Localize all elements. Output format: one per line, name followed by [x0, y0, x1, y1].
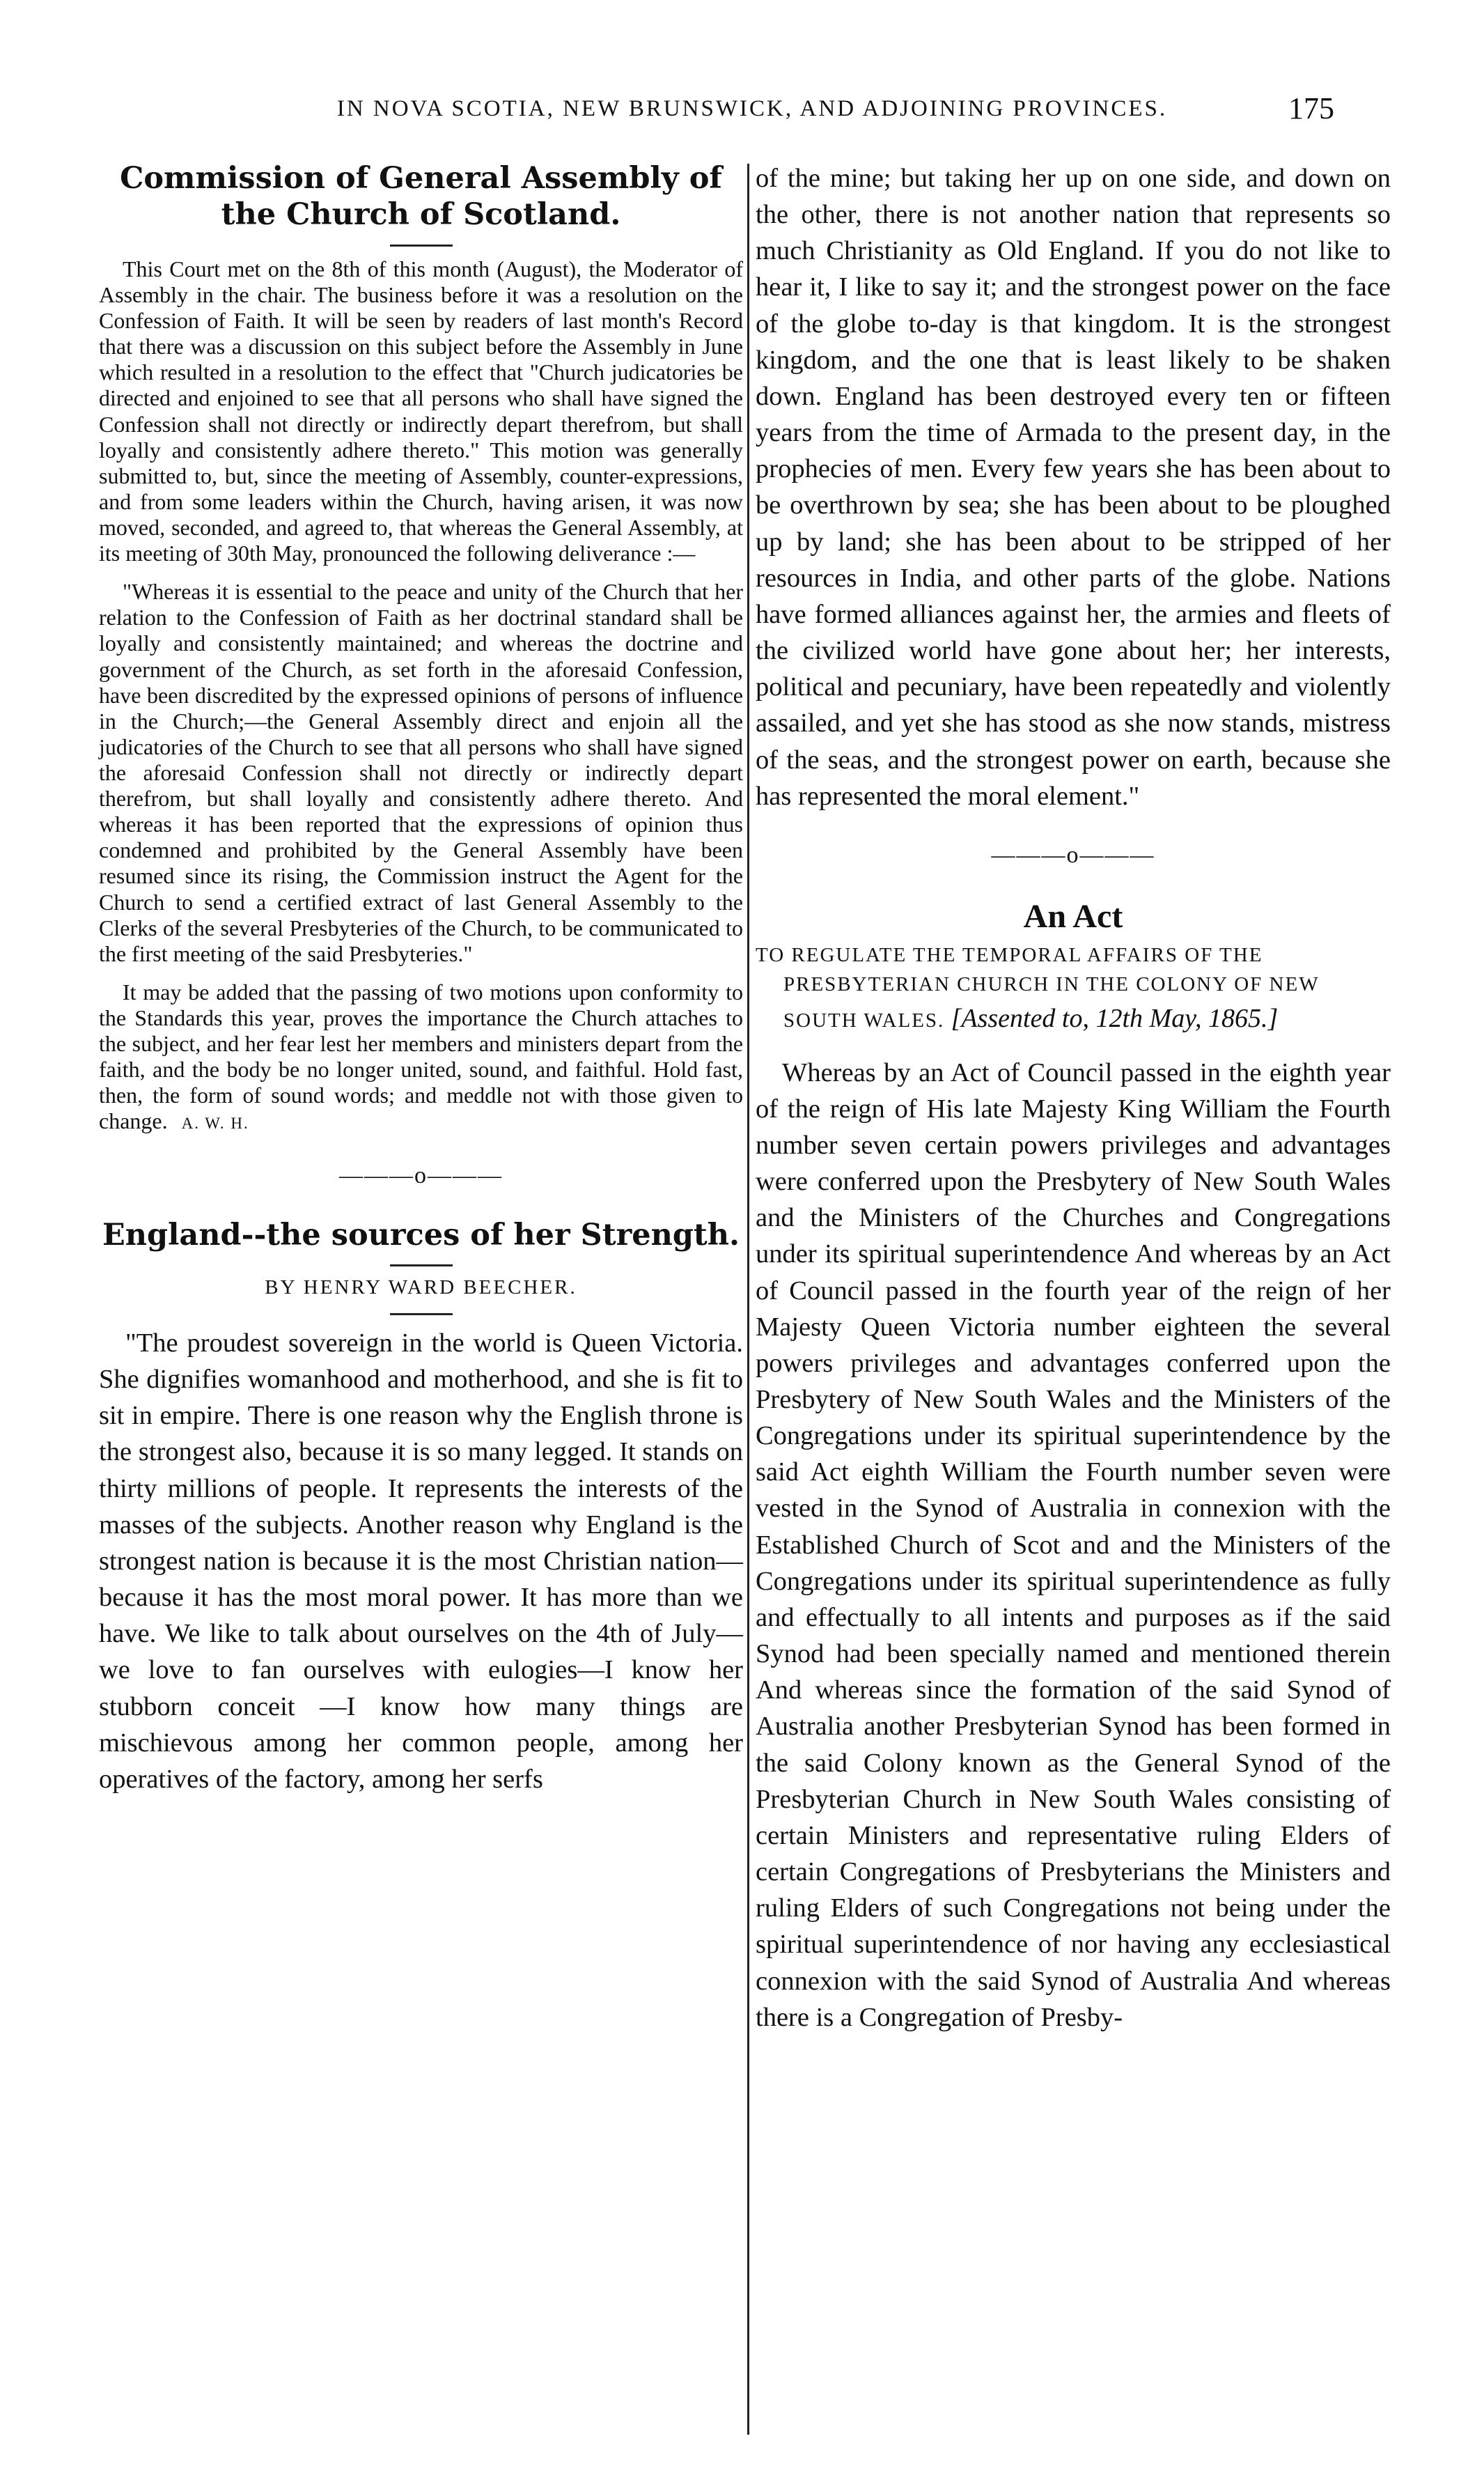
england-text: "The proudest sovereign in the world is Queen Victoria. She dignifies womanhood and motherhood, and she is fit to sit in empire. There is one reason why the English throne is the strongest also, because it is so many legged. It stands on thirty millions of people. It represents the interests of the masses of the subjects. Another reason why England is the strongest nation is because it is the most Christian nation—because it has the most moral power. It has more than we have. We like to talk about ourselves on the 4th of July—we love to fan ourselves with eulogies—I know her stubborn conceit —I know how many things are mischievous among her common people, among her operatives of the factory, among her serfs [99, 1328, 743, 1794]
commission-title: Commission of General Assembly of the Church of Scotland. [120, 161, 722, 233]
running-head: IN NOVA SCOTIA, NEW BRUNSWICK, AND ADJOINING PROVINCES. [336, 96, 1168, 121]
section-separator: ———o——— [339, 1162, 503, 1188]
author-signature: A. W. H. [181, 1115, 249, 1133]
act-subtitle [756, 940, 1391, 1037]
title-dash [390, 1264, 453, 1266]
commission-closing-text: It may be added that the passing of two motions upon conformity to the Standards this year, proves the importance the Church attaches to the subject, and her fear lest her members and ministers depart from the faith, and the body be no longer united, sound, and faithful. Hold fast, then, the form of sound words; and meddle not with those given to change. [99, 979, 743, 1134]
act-text: Whereas by an Act of Council passed in the eighth year of the reign of His late Majesty King William the Fourth number seven certain powers privileges and advantages were conferred upon the Presbytery of New South Wales and the Ministers of the Churches and Congregations under its spiritual superintendence And whereas by an Act of Council passed in the fourth year of the reign of her Majesty Queen Victoria number eighteen the several powers privileges and advantages conferred upon the Presbytery of New South Wales and the Ministers of the Congregations under its spiritual superintendence by the said Act eighth William the Fourth number seven were vested in the Synod of Australia in connexion with the Established Church of Scot and and the Ministers of the Congregations under its spiritual superintendence as fully and effectually to all intents and purposes as if the said Synod had been specially named and mentioned therein And whereas since the formation of the said Synod of Australia another Presbyterian Synod has been formed in the said Colony known as the General Synod of the Presbyterian Church in New South Wales consisting of certain Ministers and representative ruling Elders of certain Congregations of Presbyterians the Ministers and ruling Elders of such Congregations not being under the spiritual superintendence of nor having any ecclesiastical connexion with the said Synod of Australia And whereas there is a Congregation of Presby- [756, 1057, 1391, 2032]
commission-paragraph [99, 979, 743, 1135]
byline-dash [390, 1313, 453, 1315]
commission-deliverance: "Whereas it is essential to the peace and unity of the Church that her relation to the Confession of Faith as her doctrinal standard shall be loyally and consistently maintained; and whereas the doctrine and government of the Church, as set forth in the aforesaid Confession, have been discredited by the expressed opinions of persons of influence in the Church;—the General Assembly direct and enjoin all the judicatories of the Church to see that all persons who shall have signed the aforesaid Confession shall not directly or indirectly depart therefrom, but shall loyally and consistently adhere thereto. And whereas it has been reported that the expressions of opinion thus condemned and prohibited by the General Assembly have been resumed since its rising, the Commission instruct the Agent for the Church to send a certified extract of last General Assembly to the Clerks of the several Presbyteries of the Church, to be communicated to the first meeting of the said Presbyteries." [99, 579, 743, 966]
left-column [99, 160, 743, 1797]
act-subtitle-text: TO REGULATE THE TEMPORAL AFFAIRS OF THE PRESBYTERIAN CHURCH IN THE COLONY OF NEW SOUTH WALES. [756, 944, 1320, 1032]
england-article [99, 1217, 743, 1797]
act-title: An Act [1023, 897, 1123, 935]
byline: BY HENRY WARD BEECHER. [265, 1276, 577, 1298]
commission-paragraph: This Court met on the 8th of this month (August), the Moderator of Assembly in the chair. The business before it was a resolution on the Confession of Faith. It will be seen by readers of last month's Record that there was a discussion on this subject before the Assembly in June which resulted in a resolution to the effect that "Church judicatories be directed and enjoined to see that all persons who shall have signed the Confession shall not directly or indirectly depart therefrom, but shall loyally and consistently adhere thereto." This motion was generally submitted to, but, since the meeting of Assembly, counter-expressions, and from some leaders within the Church, having arisen, it was now moved, seconded, and agreed to, that whereas the General Assembly, at its meeting of 30th May, pronounced the following deliverance :— [99, 256, 743, 566]
commission-article [99, 160, 743, 1135]
column-divider [747, 164, 749, 2435]
act-assent-date: [Assented to, 12th May, 1865.] [951, 1003, 1279, 1033]
england-title: England--the sources of her Strength. [102, 1217, 740, 1253]
england-text-continued: of the mine; but taking her up on one side, and down on the other, there is not another nation that represents so much Christianity as Old England. If you do not like to hear it, I like to say it; and the strongest power on the face of the globe to-day is that kingdom. It is the strongest kingdom, and the one that is least likely to be shaken down. England has been destroyed every ten or fifteen years from the time of Armada to the present day, in the prophecies of men. Every few years she has been about to be overthrown by sea; she has been about to be ploughed up by land; she has been about to be stripped of her resources in India, and other parts of the globe. Nations have formed alliances against her, the armies and fleets of the civilized world have gone about her; her interests, political and pecuniary, have been repeatedly and violently assailed, and yet she has stood as she now stands, mistress of the seas, and the strongest power on earth, because she has represented the moral element." [756, 164, 1391, 811]
section-separator: ———o——— [991, 842, 1155, 868]
page-number: 175 [1288, 91, 1334, 125]
title-dash [390, 245, 453, 247]
act-article [756, 897, 1391, 2036]
right-column [756, 160, 1391, 2036]
